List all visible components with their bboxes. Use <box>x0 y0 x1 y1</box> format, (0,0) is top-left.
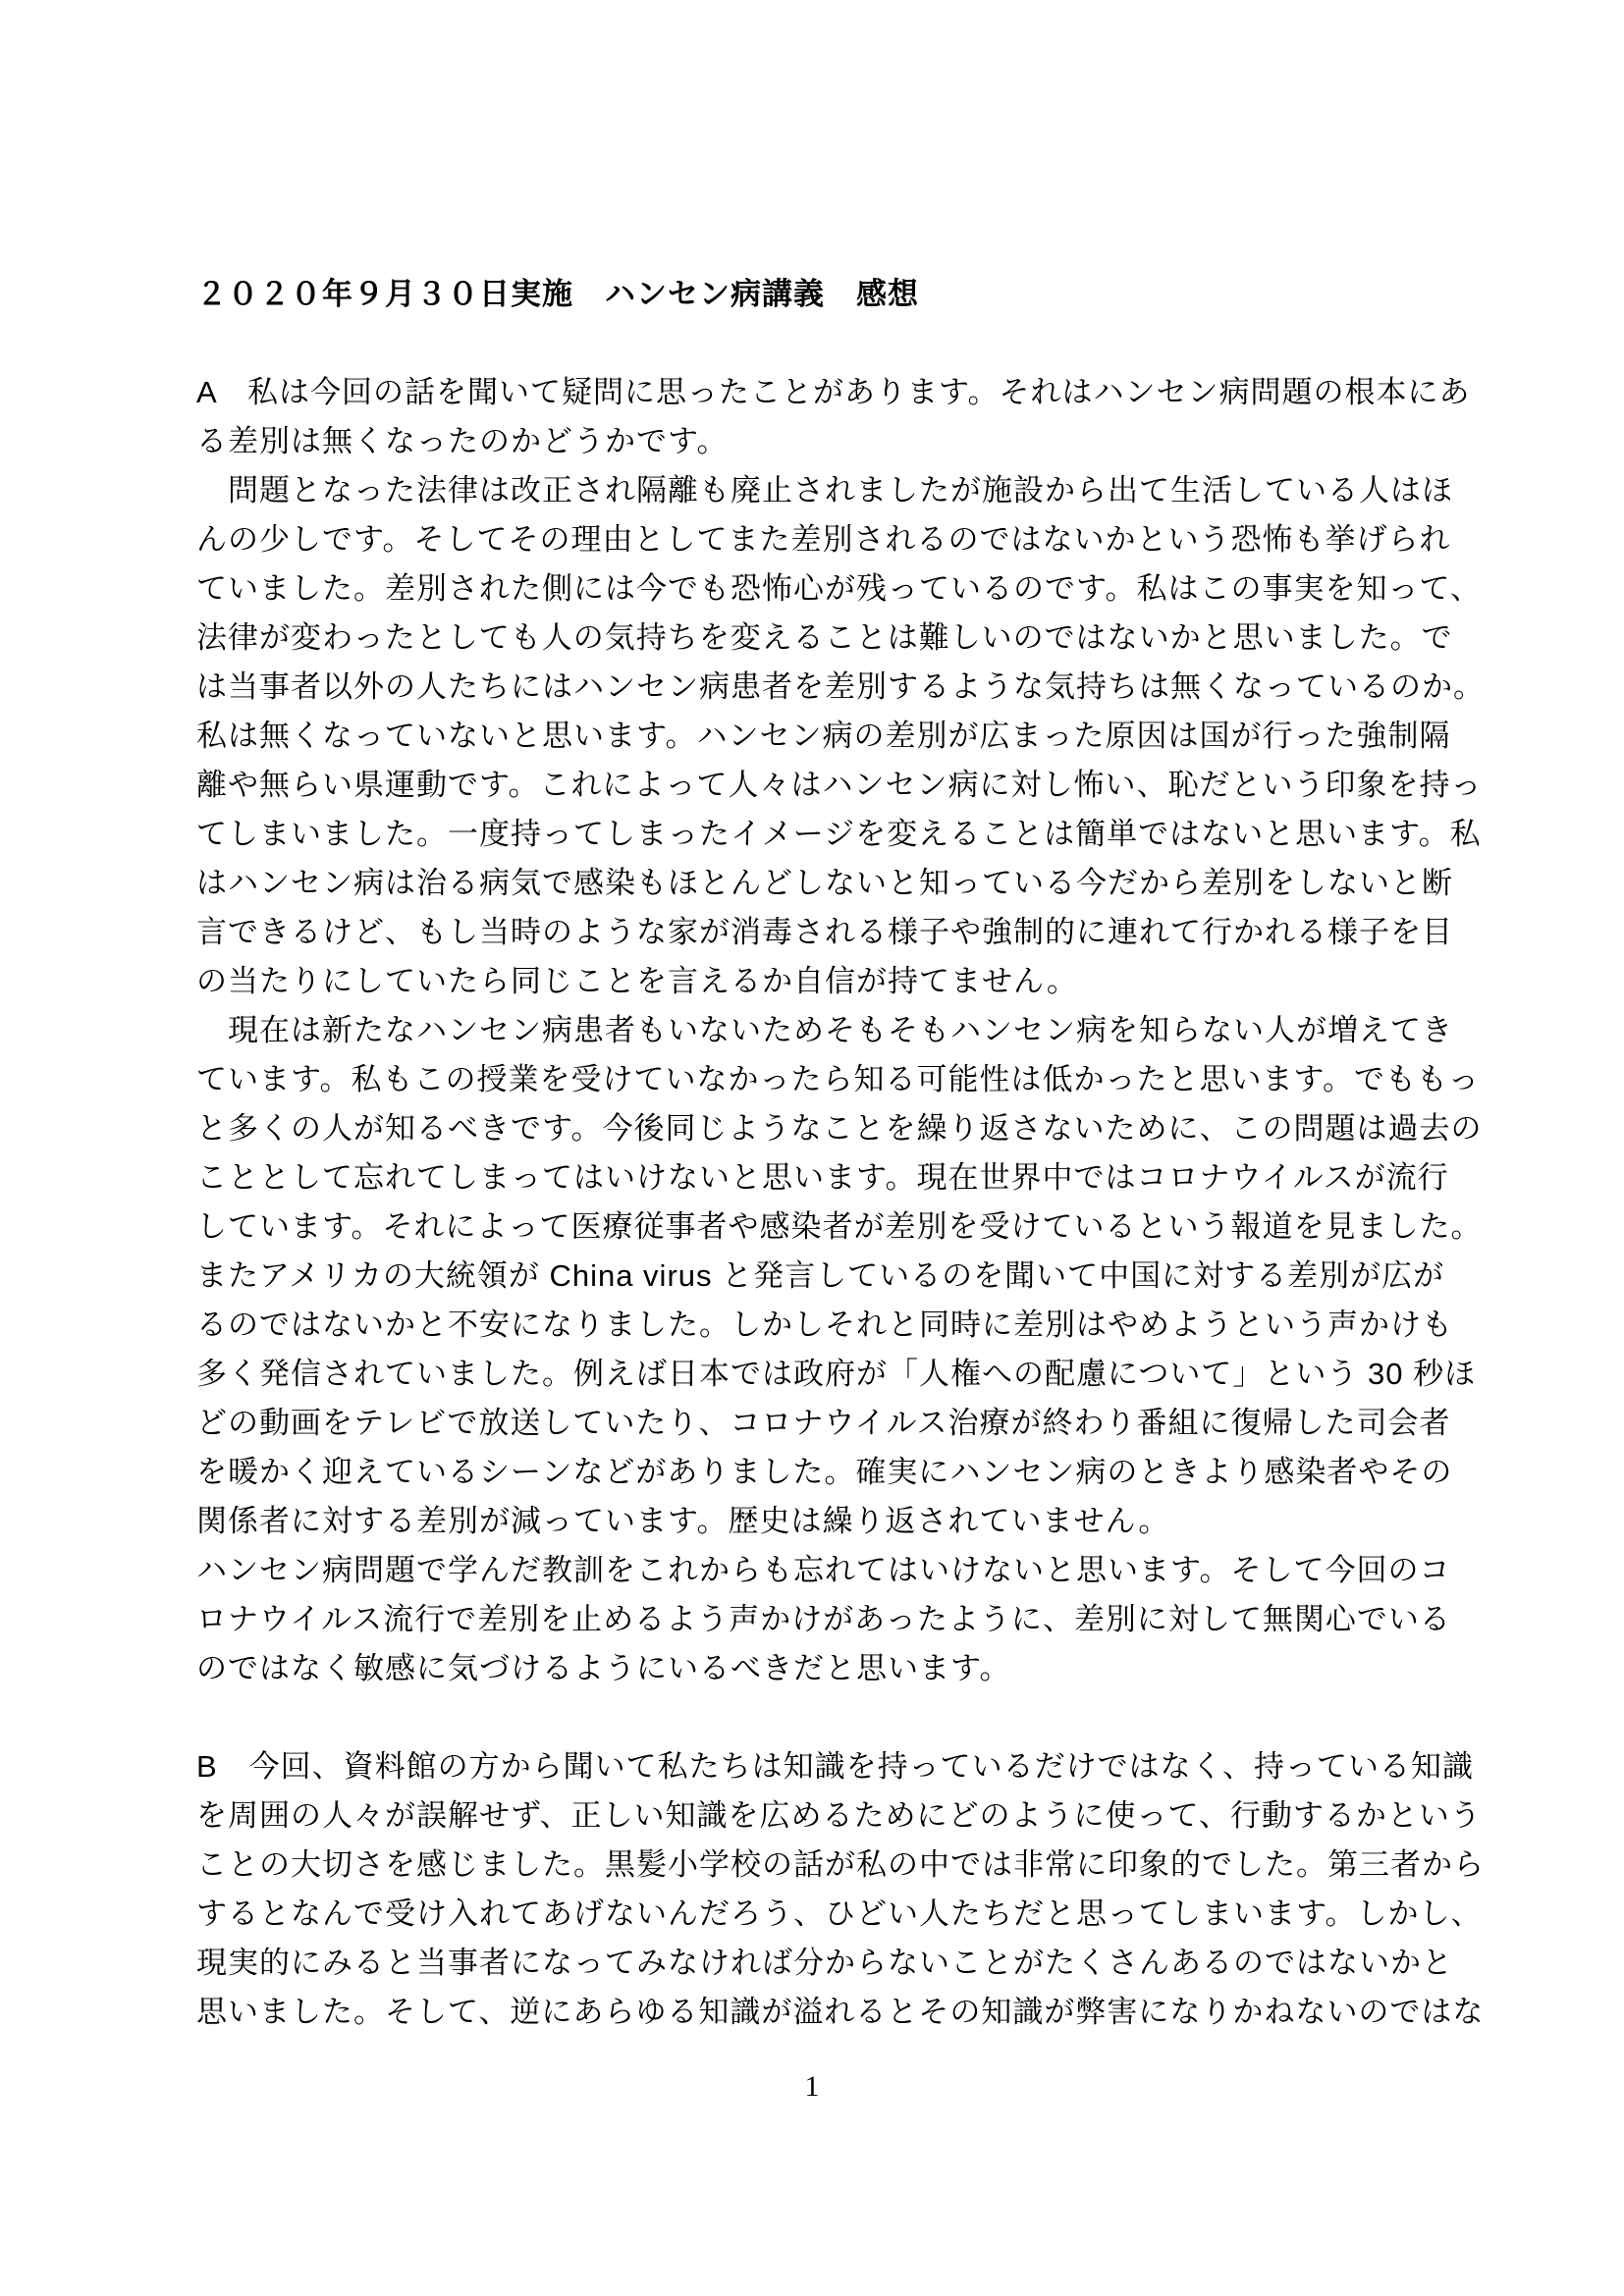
document-body <box>196 270 1485 2037</box>
text-line: B 今回、資料館の方から聞いて私たちは知識を持っているだけではなく、持っている知識 <box>196 1749 1475 1784</box>
text-line: 多く発信されていました。例えば日本では政府が「人権への配慮について」という 30 秒ほ <box>196 1357 1477 1391</box>
text-line: ロナウイルス流行で差別を止めるよう声かけがあったように、差別に対して無関心でいる <box>196 1602 1451 1636</box>
text-line: ことの大切さを感じました。黒髪小学校の話が私の中では非常に印象的でした。第三者から <box>196 1847 1485 1882</box>
text-line: どの動画をテレビで放送していたり、コロナウイルス治療が終わり番組に復帰した司会者 <box>196 1406 1451 1440</box>
text-line: しています。それによって医療従事者や感染者が差別を受けているという報道を見ました。 <box>196 1209 1483 1244</box>
text-line: と多くの人が知るべきです。今後同じようなことを繰り返さないために、この問題は過去の <box>196 1111 1483 1146</box>
document-text <box>196 368 1485 2037</box>
text-line: ています。私もこの授業を受けていなかったら知る可能性は低かったと思います。でももっ <box>196 1062 1481 1096</box>
text-line: るのではないかと不安になりました。しかしそれと同時に差別はやめようという声かけも <box>196 1308 1453 1342</box>
text-line: 問題となった法律は改正され隔離も廃止されましたが施設から出て生活している人はほ <box>196 473 1453 507</box>
text-line: ハンセン病問題で学んだ教訓をこれからも忘れてはいけないと思います。そして今回のコ <box>196 1553 1451 1587</box>
text-line: んの少しです。そしてその理由としてまた差別されるのではないかという恐怖も挙げられ <box>196 522 1451 557</box>
text-line: る差別は無くなったのかどうかです。 <box>196 424 729 458</box>
title-body-gap <box>196 319 1473 368</box>
text-line: ていました。差別された側には今でも恐怖心が残っているのです。私はこの事実を知って、 <box>196 571 1482 606</box>
text-line: 私は無くなっていないと思います。ハンセン病の差別が広まった原因は国が行った強制隔 <box>196 719 1451 753</box>
text-line: またアメリカの大統領が China virus と発言しているのを聞いて中国に対する差別が広が <box>196 1258 1445 1293</box>
text-line: のではなく敏感に気づけるようにいるべきだと思います。 <box>196 1651 1011 1685</box>
text-line: こととして忘れてしまってはいけないと思います。現在世界中ではコロナウイルスが流行 <box>196 1160 1449 1195</box>
text-line: 現実的にみると当事者になってみなければ分からないことがたくさんあるのではないかと <box>196 1946 1453 1980</box>
text-line: するとなんで受け入れてあげないんだろう、ひどい人たちだと思ってしまいます。しかし、 <box>196 1896 1483 1931</box>
text-line: を暖かく迎えているシーンなどがありました。確実にハンセン病のときより感染者やその <box>196 1455 1453 1489</box>
section-gap <box>196 1693 1473 1742</box>
text-line: A 私は今回の話を聞いて疑問に思ったことがあります。それはハンセン病問題の根本にあ <box>196 375 1471 409</box>
text-line: 言できるけど、もし当時のような家が消毒される様子や強制的に連れて行かれる様子を目 <box>196 915 1453 949</box>
text-line: を周囲の人々が誤解せず、正しい知識を広めるためにどのように使って、行動するかという <box>196 1798 1482 1833</box>
document-title: ２０２０年９月３０日実施 ハンセン病講義 感想 <box>196 277 919 311</box>
text-line: 離や無らい県運動です。これによって人々はハンセン病に対し怖い、恥だという印象を持っ <box>196 768 1483 802</box>
text-line: は当事者以外の人たちにはハンセン病患者を差別するような気持ちは無くなっているのか。 <box>196 669 1485 704</box>
page-number: 1 <box>804 2070 820 2103</box>
text-line: はハンセン病は治る病気で感染もほとんどしないと知っている今だから差別をしないと断 <box>196 866 1453 900</box>
text-line: 思いました。そして、逆にあらゆる知識が溢れるとその知識が弊害になりかねないのではな <box>196 1995 1485 2029</box>
text-line: 現在は新たなハンセン病患者もいないためそもそもハンセン病を知らない人が増えてき <box>196 1013 1453 1047</box>
text-line: 関係者に対する差別が減っています。歴史は繰り返されていません。 <box>196 1504 1170 1538</box>
text-line: 法律が変わったとしても人の気持ちを変えることは難しいのではないかと思いました。で <box>196 620 1453 655</box>
text-line: てしまいました。一度持ってしまったイメージを変えることは簡単ではないと思います。私 <box>196 817 1482 851</box>
text-line: の当たりにしていたら同じことを言えるか自信が持てません。 <box>196 964 1078 998</box>
